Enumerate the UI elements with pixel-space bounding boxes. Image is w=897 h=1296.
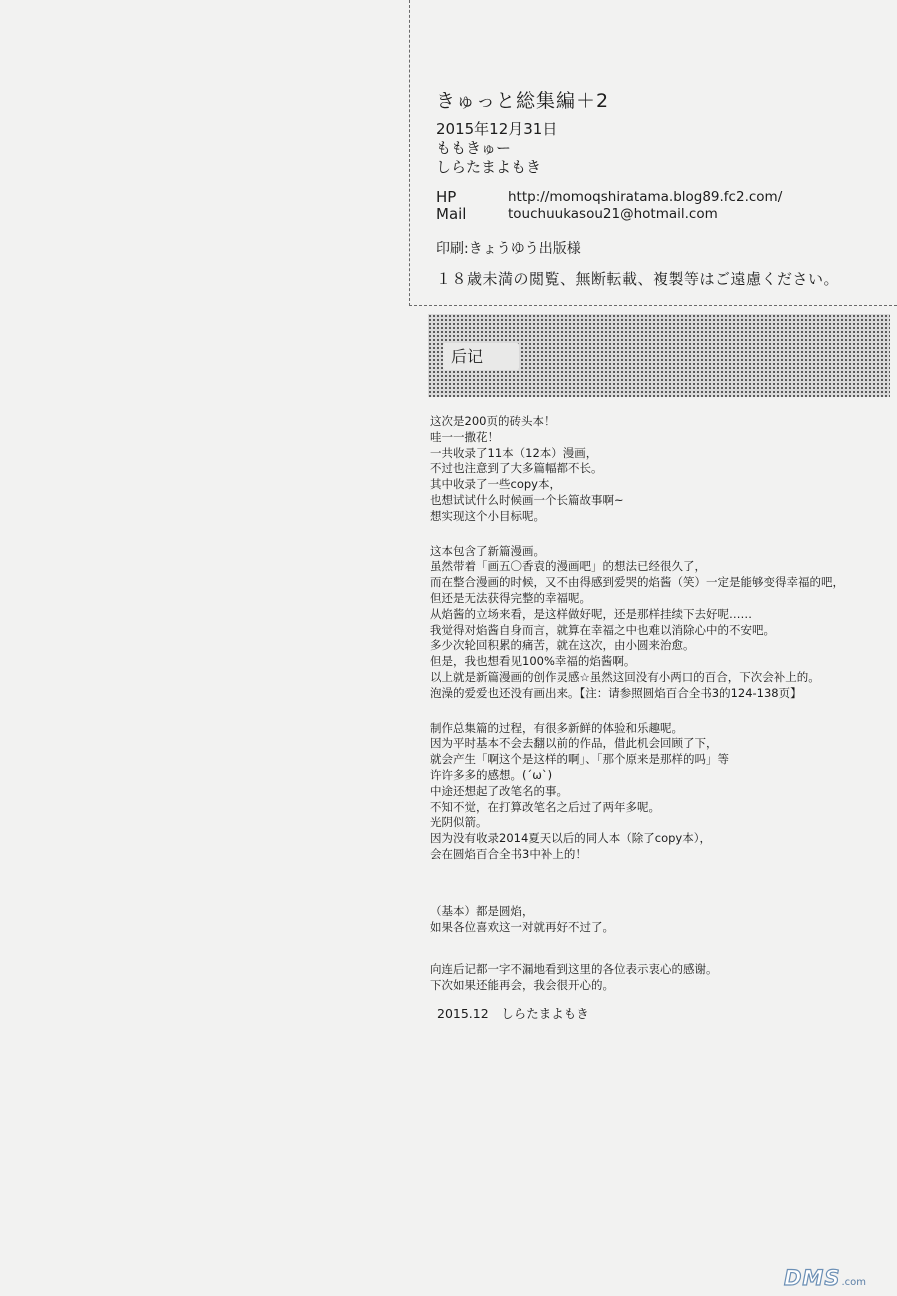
text-line: 虽然带着「画五〇香袁的漫画吧」的想法已经很久了，	[430, 559, 706, 574]
text-line: 从焰酱的立场来看，是这样做好呢，还是那样挂续下去好呢……	[430, 606, 752, 621]
mail-row	[436, 206, 886, 223]
text-line: （基本）都是圆焰，	[430, 903, 534, 918]
text-line: 下次如果还能再会，我会很开心的。	[430, 978, 614, 993]
watermark-domain: .com	[841, 1277, 867, 1288]
vertical-dashed-divider	[409, 0, 410, 306]
colophon	[436, 88, 886, 289]
text-line: 如果各位喜欢这一对就再好不过了。	[430, 919, 614, 934]
publication-date: 2015年12月31日	[436, 120, 558, 138]
text-line: 向连后记都一字不漏地看到这里的各位表示衷心的感谢。	[430, 962, 718, 977]
mail-address: touchuukasou21@hotmail.com	[508, 206, 718, 222]
mail-label: Mail	[436, 205, 467, 223]
text-line: 就会产生「啊这个是这样的啊」、「那个原来是那样的吗」等	[430, 752, 729, 767]
homepage-label: HP	[436, 188, 457, 206]
circle-name: ももきゅー	[436, 139, 512, 157]
text-line: 而在整合漫画的时候，又不由得感到爱哭的焰酱（笑）一定是能够变得幸福的吧，	[430, 575, 844, 590]
text-line: 其中收录了一些copy本，	[430, 477, 561, 492]
author-name: しらたまよもき	[436, 158, 542, 176]
text-line: 想实现这个小目标呢。	[430, 508, 545, 523]
text-line: 会在圆焰百合全书3中补上的！	[430, 846, 587, 861]
text-line: 多少次轮回积累的痛苦，就在这次，由小圆来治愈。	[430, 638, 695, 653]
afterword-signature: 2015.12 しらたまよもき	[437, 1006, 589, 1021]
text-line: 我觉得对焰酱自身而言，就算在幸福之中也难以消除心中的不安吧。	[430, 622, 775, 637]
paragraph-5	[430, 962, 890, 994]
printer-credit: 印刷:きょうゆう出版様	[436, 241, 581, 257]
text-line: 因为平时基本不会去翻以前的作品，借此机会回顾了下，	[430, 736, 718, 751]
paragraph-3	[430, 721, 890, 863]
afterword-body	[430, 414, 890, 1013]
paragraph-4	[430, 904, 890, 936]
text-line: 一共收录了11本（12本）漫画，	[430, 445, 598, 460]
text-line: 哇一一撒花！	[430, 429, 499, 444]
contact-block	[436, 189, 886, 223]
text-line: 也想试试什么时候画一个长篇故事啊~	[430, 492, 624, 507]
site-watermark	[784, 1266, 866, 1290]
age-restriction-notice: １８歳未満の閲覧、無断転載、複製等はご遠慮ください。	[436, 270, 840, 288]
text-line: 因为没有收录2014夏天以后的同人本（除了copy本），	[430, 831, 711, 846]
homepage-url: http://momoqshiratama.blog89.fc2.com/	[508, 189, 783, 205]
text-line: 这次是200页的砖头本！	[430, 414, 556, 428]
horizontal-dashed-divider	[409, 305, 897, 306]
homepage-row	[436, 189, 886, 206]
book-title: きゅっと総集編＋2	[436, 90, 610, 112]
text-line: 不过也注意到了大多篇幅都不长。	[430, 461, 603, 476]
text-line: 不知不觉，在打算改笔名之后过了两年多呢。	[430, 799, 660, 814]
text-line: 以上就是新篇漫画的创作灵感☆虽然这回没有小两口的百合，下次会补上的。	[430, 669, 820, 684]
text-line: 泡澡的爱爱也还没有画出来。【注：请参照圆焰百合全书3的124-138页】	[430, 685, 802, 700]
text-line: 制作总集篇的过程，有很多新鲜的体验和乐趣呢。	[430, 720, 683, 735]
afterword-label: 后记	[443, 343, 519, 370]
text-line: 但是，我也想看见100%幸福的焰酱啊。	[430, 654, 636, 669]
paragraph-2	[430, 544, 890, 702]
text-line: 光阴似箭。	[430, 815, 488, 830]
text-line: 这本包含了新篇漫画。	[430, 543, 545, 558]
text-line: 但还是无法获得完整的幸福呢。	[430, 590, 591, 605]
text-line: 许许多多的感想。(´ω`)	[430, 767, 553, 782]
paragraph-1	[430, 414, 890, 525]
text-line: 中途还想起了改笔名的事。	[430, 783, 568, 798]
watermark-logo: DMS	[784, 1266, 841, 1290]
publication-info	[436, 120, 886, 177]
